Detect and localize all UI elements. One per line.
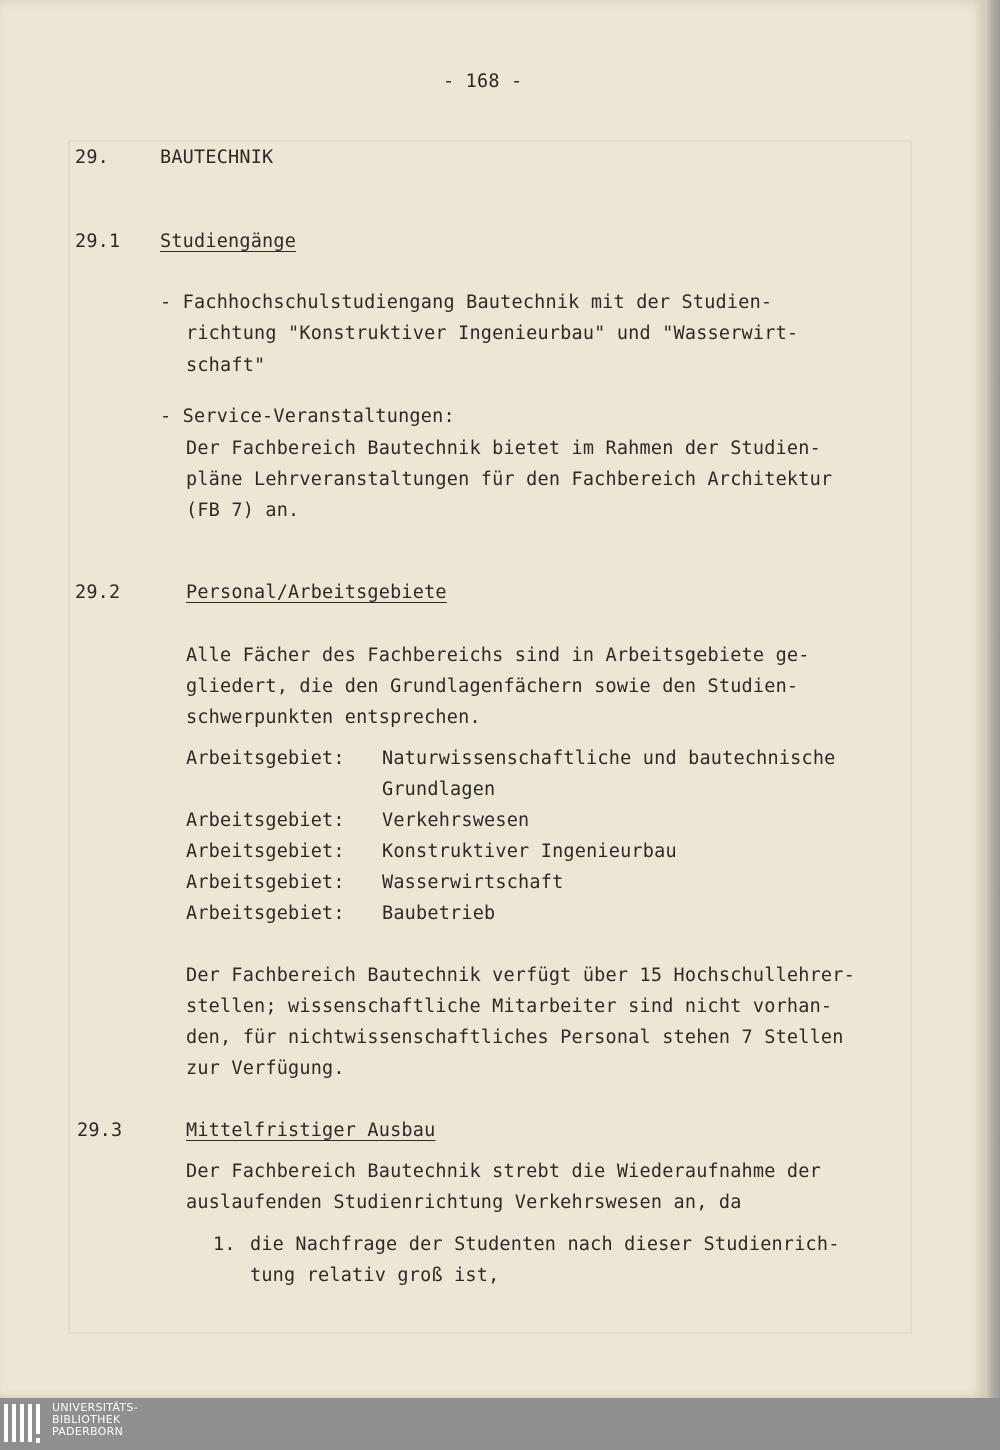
area-label: Arbeitsgebiet: xyxy=(186,841,345,862)
list-item-line: die Nachfrage der Studenten nach dieser Studienrich- xyxy=(250,1234,840,1255)
paragraph-line: Der Fachbereich Bautechnik strebt die Wiederaufnahme der xyxy=(186,1161,821,1182)
subsection-number-29-1: 29.1 xyxy=(75,231,121,252)
bullet-line: - Service-Veranstaltungen: xyxy=(160,406,455,427)
paragraph-line: stellen; wissenschaftliche Mitarbeiter sind nicht vorhan- xyxy=(186,996,833,1017)
section-number: 29. xyxy=(75,147,110,168)
paragraph-line: Der Fachbereich Bautechnik verfügt über 15 Hochschullehrer- xyxy=(186,965,855,986)
bullet-line: richtung "Konstruktiver Ingenieurbau" und "Wasserwirt- xyxy=(186,323,799,344)
bullet-line: - Fachhochschulstudiengang Bautechnik mit der Studien- xyxy=(160,292,773,313)
subsection-heading-personal: Personal/Arbeitsgebiete xyxy=(186,582,447,603)
bullet-line: schaft" xyxy=(186,355,266,376)
area-label: Arbeitsgebiet: xyxy=(186,810,345,831)
list-item-line: tung relativ groß ist, xyxy=(250,1265,500,1286)
area-value: Grundlagen xyxy=(382,779,496,800)
area-value: Konstruktiver Ingenieurbau xyxy=(382,841,677,862)
library-footer xyxy=(0,1398,1000,1450)
bullet-line: (FB 7) an. xyxy=(186,500,300,521)
area-value: Verkehrswesen xyxy=(382,810,530,831)
subsection-heading-ausbau: Mittelfristiger Ausbau xyxy=(186,1120,436,1141)
list-marker: 1. xyxy=(213,1234,236,1255)
paragraph-line: auslaufenden Studienrichtung Verkehrswesen an, da xyxy=(186,1192,742,1213)
area-value: Naturwissenschaftliche und bautechnische xyxy=(382,748,836,769)
paragraph-line: zur Verfügung. xyxy=(186,1058,345,1079)
area-label: Arbeitsgebiet: xyxy=(186,903,345,924)
library-name xyxy=(52,1402,138,1438)
subsection-heading-studiengaenge: Studiengänge xyxy=(160,231,297,252)
subsection-number-29-2: 29.2 xyxy=(75,582,121,603)
paragraph-line: Alle Fächer des Fachbereichs sind in Arbeitsgebiete ge- xyxy=(186,645,810,666)
library-name-line: UNIVERSITÄTS- xyxy=(52,1401,138,1414)
page-edge xyxy=(985,0,1000,1398)
bleed-through-table xyxy=(68,140,912,1334)
bullet-line: Der Fachbereich Bautechnik bietet im Rahmen der Studien- xyxy=(186,438,821,459)
paragraph-line: schwerpunkten entsprechen. xyxy=(186,707,481,728)
page-number: - 168 - xyxy=(443,71,523,92)
area-label: Arbeitsgebiet: xyxy=(186,748,345,769)
section-title: BAUTECHNIK xyxy=(160,147,274,168)
subsection-number-29-3: 29.3 xyxy=(77,1120,123,1141)
area-value: Wasserwirtschaft xyxy=(382,872,564,893)
area-label: Arbeitsgebiet: xyxy=(186,872,345,893)
library-name-line: BIBLIOTHEK xyxy=(52,1413,121,1426)
bullet-line: pläne Lehrveranstaltungen für den Fachbereich Architektur xyxy=(186,469,833,490)
area-value: Baubetrieb xyxy=(382,903,496,924)
paragraph-line: den, für nichtwissenschaftliches Personal stehen 7 Stellen xyxy=(186,1027,844,1048)
library-name-line: PADERBORN xyxy=(52,1425,124,1438)
paragraph-line: gliedert, die den Grundlagenfächern sowie den Studien- xyxy=(186,676,799,697)
